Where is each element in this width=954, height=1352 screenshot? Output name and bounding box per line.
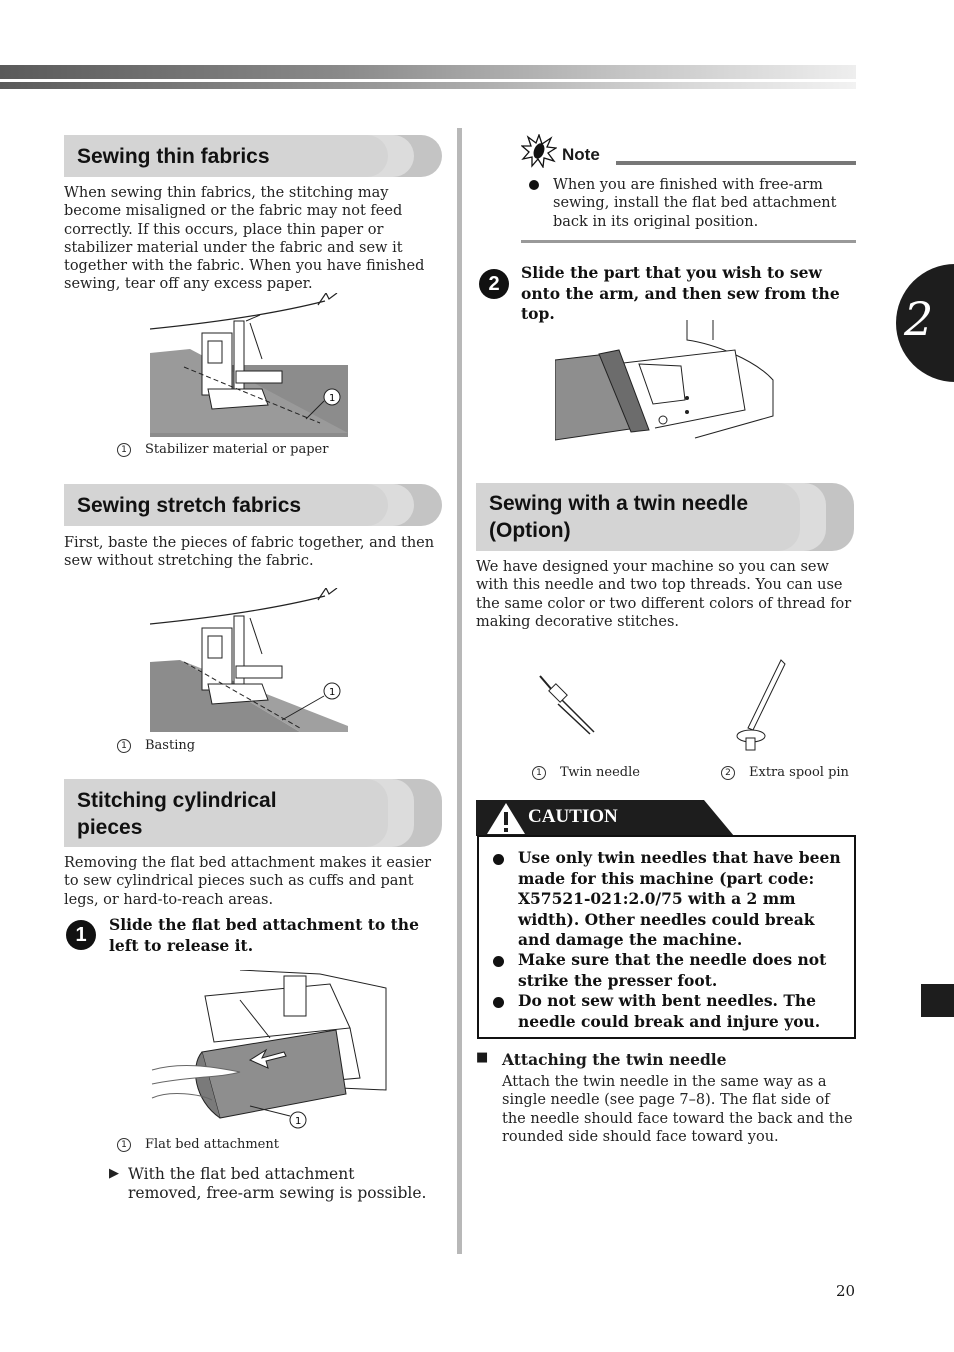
caution-item: Make sure that the needle does not strike the presser foot. — [518, 950, 827, 990]
caption-text: Extra spool pin — [749, 765, 849, 780]
note-icon — [521, 134, 557, 168]
flat-bed-removal-illustration — [150, 970, 390, 1132]
free-arm-illustration — [555, 320, 777, 458]
caption-text: Twin needle — [560, 765, 640, 780]
step-badge: 1 — [66, 920, 96, 950]
callout-number: 1 — [532, 766, 546, 780]
step-instruction: Slide the flat bed attachment to the left to release it. — [109, 915, 419, 955]
caution-box — [477, 835, 856, 1039]
note-box — [521, 134, 857, 244]
section-header-stretch — [64, 484, 442, 526]
caution-item: Use only twin needles that have been made for this machine (part code: X57521-021:2.0/75 with a 2 mm width). Other needles could break and damage the machine. — [518, 848, 841, 949]
callout-number: 2 — [721, 766, 735, 780]
caption-text: Flat bed attachment — [145, 1137, 279, 1152]
paragraph: When sewing thin fabrics, the stitching may become misaligned or the fabric may not feed correctly. If this occurs, place thin paper or stabilizer material under the fabric and sew it together with the fabric. When you have finished sewing, tear off any excess paper. — [64, 185, 425, 293]
chapter-tab — [896, 264, 954, 382]
chapter-number: 2 — [904, 292, 934, 346]
paragraph: We have designed your machine so you can sew with this needle and two top threads. You can use the same color or two different colors of thread for making decorative stitches. — [476, 559, 852, 630]
section-title: Sewing stretch fabrics — [77, 494, 302, 517]
callout-number: 1 — [329, 393, 336, 404]
subheading: Attaching the twin needle — [502, 1050, 727, 1069]
result-text: With the flat bed attachment removed, free-arm sewing is possible. — [128, 1165, 427, 1202]
header-stripe-thin — [0, 82, 856, 89]
caution-item: Do not sew with bent needles. The needle could break and injure you. — [518, 991, 821, 1031]
bullet-icon — [529, 180, 539, 190]
stretch-fabric-illustration — [150, 588, 350, 734]
bullet-icon — [493, 997, 504, 1008]
note-label: Note — [562, 145, 600, 164]
section-header-twin-needle — [476, 483, 854, 551]
paragraph: Attach the twin needle in the same way as a single needle (see page 7–8). The flat side of the needle should face toward the back and the rounded side should face toward you. — [502, 1074, 853, 1145]
paragraph: First, baste the pieces of fabric together, and then sew without stretching the fabric. — [64, 535, 435, 570]
section-title-line2: pieces — [77, 816, 143, 839]
caption-text: Basting — [145, 738, 196, 753]
note-rule — [616, 161, 856, 165]
bullet-icon — [493, 854, 504, 865]
bullet-icon — [493, 956, 504, 967]
callout-number: 1 — [117, 443, 131, 457]
callout-number: 1 — [295, 1116, 302, 1127]
header-stripe — [0, 65, 856, 79]
figure-caption — [117, 738, 195, 754]
section-title-line2: (Option) — [489, 519, 571, 542]
paragraph: Removing the flat bed attachment makes it easier to sew cylindrical pieces such as cuffs and pant legs, or hard-to-reach areas. — [64, 855, 432, 908]
column-divider — [457, 128, 462, 1254]
caption-text: Stabilizer material or paper — [145, 442, 329, 457]
callout-number: 1 — [329, 687, 336, 698]
twin-needle-icon — [538, 674, 602, 736]
callout-number: 1 — [117, 739, 131, 753]
section-header-thin — [64, 135, 442, 177]
section-title: Sewing thin fabrics — [77, 145, 270, 168]
caution-label: CAUTION — [528, 806, 618, 827]
square-bullet-icon: ■ — [476, 1050, 489, 1065]
step-badge: 2 — [479, 269, 509, 299]
step-instruction: Slide the part that you wish to sew onto the arm, and then sew from the top. — [521, 263, 840, 323]
note-bottom-rule — [521, 240, 856, 243]
figure-caption — [117, 1137, 279, 1153]
thin-fabric-illustration — [150, 293, 350, 439]
section-title-line1: Stitching cylindrical — [77, 789, 277, 812]
callout-number: 1 — [117, 1138, 131, 1152]
figure-caption — [721, 765, 849, 781]
spool-pin-icon — [735, 658, 789, 752]
section-header-cylindrical — [64, 779, 442, 847]
section-marker — [921, 984, 954, 1017]
figure-caption — [532, 765, 640, 781]
section-title-line1: Sewing with a twin needle — [489, 492, 749, 515]
figure-caption — [117, 442, 328, 458]
result-arrow-icon: ▶ — [109, 1166, 119, 1181]
page-number: 20 — [836, 1282, 856, 1300]
note-text: When you are finished with free-arm sewing, install the flat bed attachment back in its original position. — [553, 177, 837, 230]
